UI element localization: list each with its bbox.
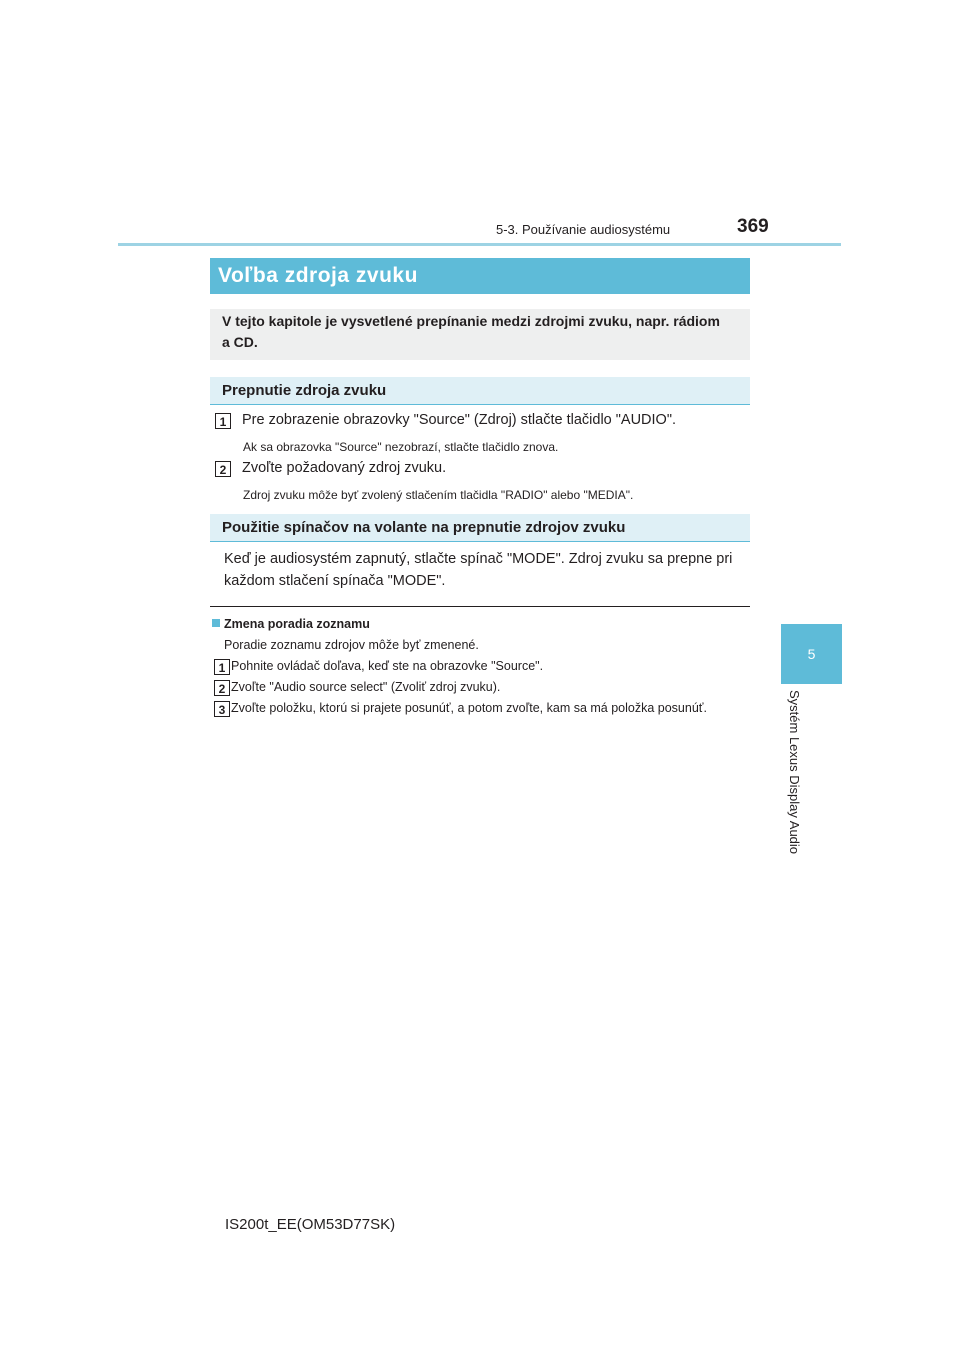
step-2-note: Zdroj zvuku môže byť zvolený stlačením tlačidla "RADIO" alebo "MEDIA". bbox=[243, 488, 634, 502]
chapter-tab bbox=[781, 624, 842, 684]
footer-manual-code: IS200t_EE(OM53D77SK) bbox=[225, 1216, 396, 1233]
intro-line-1: V tejto kapitole je vysvetlené prepínanie medzi zdrojmi zvuku, napr. rádiom bbox=[222, 313, 720, 329]
steering-paragraph-line-1: Keď je audiosystém zapnutý, stlačte spínač "MODE". Zdroj zvuku sa prepne pri bbox=[224, 551, 733, 567]
step-1-note: Ak sa obrazovka "Source" nezobrazí, stlačte tlačidlo znova. bbox=[243, 440, 559, 454]
steering-paragraph-line-2: každom stlačení spínača "MODE". bbox=[224, 573, 446, 589]
chapter-title-vertical bbox=[786, 690, 806, 880]
subsection-header-steering-switches: Použitie spínačov na volante na prepnutie zdrojov zvuku bbox=[210, 514, 750, 542]
step-number-2: 2 bbox=[215, 461, 231, 477]
note-step-number-2: 2 bbox=[214, 680, 230, 696]
note-step-1-text: Pohnite ovládač doľava, keď ste na obrazovke "Source". bbox=[231, 659, 544, 673]
note-intro: Poradie zoznamu zdrojov môže byť zmenené. bbox=[224, 638, 479, 652]
note-title-text: Zmena poradia zoznamu bbox=[224, 617, 370, 631]
note-step-number-1: 1 bbox=[214, 659, 230, 675]
step-1-text: Pre zobrazenie obrazovky "Source" (Zdroj) stlačte tlačidlo "AUDIO". bbox=[242, 412, 677, 428]
intro-line-2: a CD. bbox=[222, 334, 258, 350]
chapter-title: Systém Lexus Display Audio bbox=[787, 690, 802, 855]
subsection-header-switch-source: Prepnutie zdroja zvuku bbox=[210, 377, 750, 405]
note-step-number-3: 3 bbox=[214, 701, 230, 717]
intro-box bbox=[210, 309, 750, 360]
header-divider bbox=[118, 243, 841, 246]
note-divider bbox=[210, 606, 750, 607]
note-step-2-text: Zvoľte "Audio source select" (Zvoliť zdroj zvuku). bbox=[231, 680, 501, 694]
step-number-1: 1 bbox=[215, 413, 231, 429]
square-bullet-icon bbox=[212, 619, 220, 627]
note-step-3-text: Zvoľte položku, ktorú si prajete posunúť, a potom zvoľte, kam sa má položka posunúť. bbox=[231, 701, 707, 715]
header-section-title: 5-3. Používanie audiosystému bbox=[496, 222, 671, 237]
section-title: Voľba zdroja zvuku bbox=[210, 258, 750, 294]
page-number: 369 bbox=[737, 216, 769, 237]
step-2-text: Zvoľte požadovaný zdroj zvuku. bbox=[242, 460, 447, 476]
chapter-number: 5 bbox=[807, 646, 816, 662]
note-title bbox=[212, 617, 370, 631]
steering-switch-paragraph bbox=[224, 548, 749, 592]
